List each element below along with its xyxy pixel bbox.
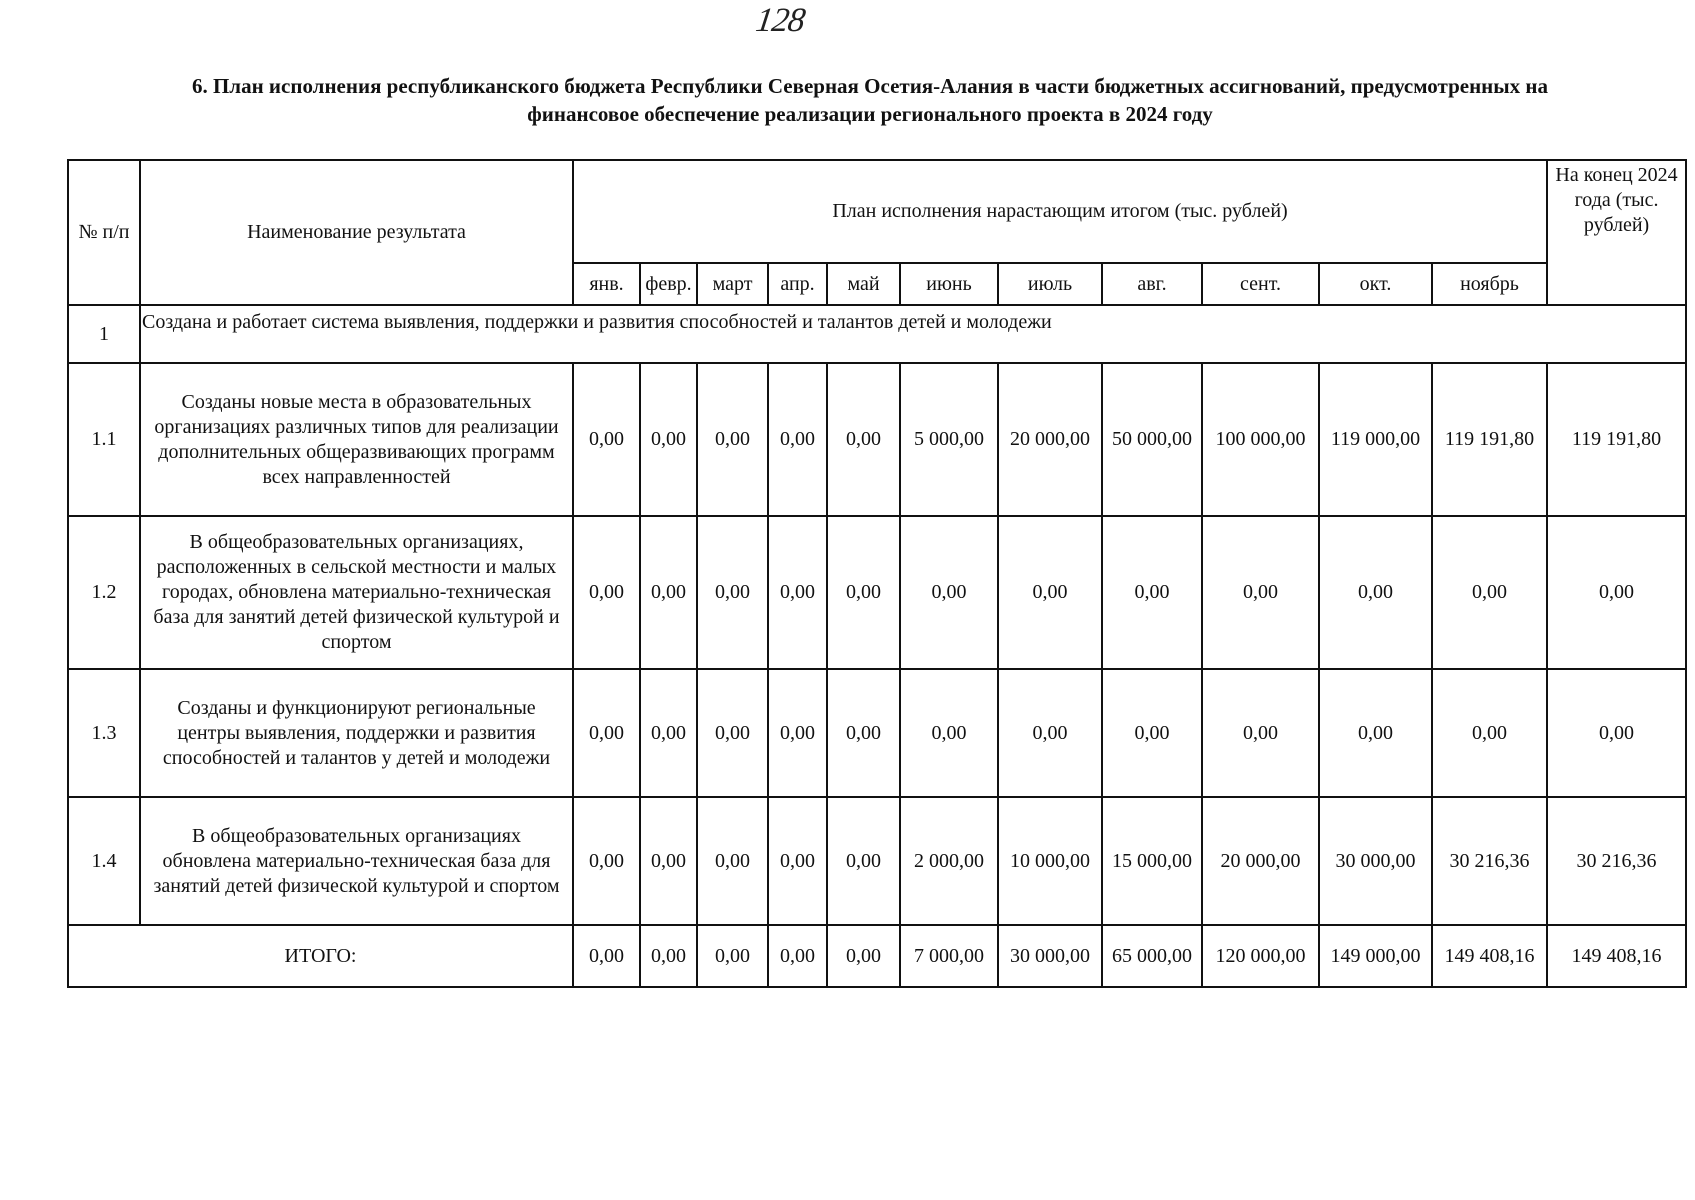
cell-aug: 15 000,00 <box>1102 797 1202 925</box>
cell-sep: 100 000,00 <box>1202 363 1319 516</box>
month-header: февр. <box>640 263 697 305</box>
header-row <box>68 160 1686 263</box>
header-number: № п/п <box>68 160 140 305</box>
cell-nov: 0,00 <box>1432 516 1547 669</box>
budget-plan-table <box>67 159 1687 988</box>
cell-end-of-year: 0,00 <box>1547 516 1686 669</box>
cell-feb: 0,00 <box>640 516 697 669</box>
row-name: Созданы и функционируют региональные центры выявления, поддержки и развития способностей и талантов у детей и молодежи <box>140 669 573 797</box>
header-name: Наименование результата <box>140 160 573 305</box>
month-header: июль <box>998 263 1102 305</box>
cell-feb: 0,00 <box>640 669 697 797</box>
table-row <box>68 669 1686 797</box>
row-number: 1.2 <box>68 516 140 669</box>
cell-sep: 0,00 <box>1202 516 1319 669</box>
cell-sep: 0,00 <box>1202 669 1319 797</box>
total-row <box>68 925 1686 987</box>
title-line-1: 6. План исполнения республиканского бюджета Республики Северная Осетия-Алания в части бюджетных ассигнований, предусмотренных на <box>191 74 1549 98</box>
end-of-year-header-gap <box>1547 263 1686 305</box>
total-may: 0,00 <box>827 925 900 987</box>
cell-apr: 0,00 <box>768 797 827 925</box>
cell-feb: 0,00 <box>640 363 697 516</box>
month-header: март <box>697 263 768 305</box>
cell-jul: 20 000,00 <box>998 363 1102 516</box>
total-label: ИТОГО: <box>68 925 573 987</box>
cell-oct: 0,00 <box>1319 669 1432 797</box>
cell-jan: 0,00 <box>573 797 640 925</box>
cell-may: 0,00 <box>827 797 900 925</box>
cell-oct: 0,00 <box>1319 516 1432 669</box>
table-row <box>68 363 1686 516</box>
cell-jan: 0,00 <box>573 363 640 516</box>
total-sep: 120 000,00 <box>1202 925 1319 987</box>
month-header: май <box>827 263 900 305</box>
month-header: авг. <box>1102 263 1202 305</box>
cell-oct: 30 000,00 <box>1319 797 1432 925</box>
month-header: янв. <box>573 263 640 305</box>
cell-jun: 2 000,00 <box>900 797 998 925</box>
cell-mar: 0,00 <box>697 669 768 797</box>
cell-may: 0,00 <box>827 669 900 797</box>
cell-mar: 0,00 <box>697 363 768 516</box>
cell-end-of-year: 119 191,80 <box>1547 363 1686 516</box>
section-row <box>68 305 1686 363</box>
total-jul: 30 000,00 <box>998 925 1102 987</box>
total-aug: 65 000,00 <box>1102 925 1202 987</box>
cell-aug: 50 000,00 <box>1102 363 1202 516</box>
row-number: 1.3 <box>68 669 140 797</box>
cell-jul: 0,00 <box>998 669 1102 797</box>
total-mar: 0,00 <box>697 925 768 987</box>
total-jun: 7 000,00 <box>900 925 998 987</box>
section-number: 1 <box>68 305 140 363</box>
total-end-of-year: 149 408,16 <box>1547 925 1686 987</box>
month-header: сент. <box>1202 263 1319 305</box>
table-row <box>68 797 1686 925</box>
cell-end-of-year: 30 216,36 <box>1547 797 1686 925</box>
cell-aug: 0,00 <box>1102 516 1202 669</box>
page-number: 128 <box>753 2 807 39</box>
section-title: Создана и работает система выявления, поддержки и развития способностей и талантов детей и молодежи <box>140 305 1686 363</box>
cell-apr: 0,00 <box>768 516 827 669</box>
total-oct: 149 000,00 <box>1319 925 1432 987</box>
cell-apr: 0,00 <box>768 363 827 516</box>
month-header: апр. <box>768 263 827 305</box>
total-feb: 0,00 <box>640 925 697 987</box>
cell-jan: 0,00 <box>573 669 640 797</box>
month-header: ноябрь <box>1432 263 1547 305</box>
cell-sep: 20 000,00 <box>1202 797 1319 925</box>
row-name: Созданы новые места в образовательных организациях различных типов для реализации дополнительных общеразвивающих программ всех направленностей <box>140 363 573 516</box>
title-line-2: финансовое обеспечение реализации регионального проекта в 2024 году <box>527 102 1213 126</box>
total-jan: 0,00 <box>573 925 640 987</box>
header-end-of-year: На конец 2024 года (тыс. рублей) <box>1547 160 1686 263</box>
table-row <box>68 516 1686 669</box>
cell-jul: 10 000,00 <box>998 797 1102 925</box>
cell-may: 0,00 <box>827 516 900 669</box>
month-header: окт. <box>1319 263 1432 305</box>
total-nov: 149 408,16 <box>1432 925 1547 987</box>
cell-feb: 0,00 <box>640 797 697 925</box>
cell-aug: 0,00 <box>1102 669 1202 797</box>
row-name: В общеобразовательных организациях обновлена материально-техническая база для занятий детей физической культурой и спортом <box>140 797 573 925</box>
cell-apr: 0,00 <box>768 669 827 797</box>
cell-jan: 0,00 <box>573 516 640 669</box>
document-title <box>70 72 1670 128</box>
cell-oct: 119 000,00 <box>1319 363 1432 516</box>
cell-nov: 30 216,36 <box>1432 797 1547 925</box>
cell-jun: 5 000,00 <box>900 363 998 516</box>
row-number: 1.4 <box>68 797 140 925</box>
cell-jun: 0,00 <box>900 669 998 797</box>
row-number: 1.1 <box>68 363 140 516</box>
total-apr: 0,00 <box>768 925 827 987</box>
cell-mar: 0,00 <box>697 797 768 925</box>
cell-mar: 0,00 <box>697 516 768 669</box>
row-name: В общеобразовательных организациях, расположенных в сельской местности и малых городах, обновлена материально-техническая база для занятий детей физической культурой и спортом <box>140 516 573 669</box>
cell-end-of-year: 0,00 <box>1547 669 1686 797</box>
cell-may: 0,00 <box>827 363 900 516</box>
cell-nov: 119 191,80 <box>1432 363 1547 516</box>
cell-nov: 0,00 <box>1432 669 1547 797</box>
header-plan: План исполнения нарастающим итогом (тыс. рублей) <box>573 160 1547 263</box>
cell-jul: 0,00 <box>998 516 1102 669</box>
month-header: июнь <box>900 263 998 305</box>
cell-jun: 0,00 <box>900 516 998 669</box>
